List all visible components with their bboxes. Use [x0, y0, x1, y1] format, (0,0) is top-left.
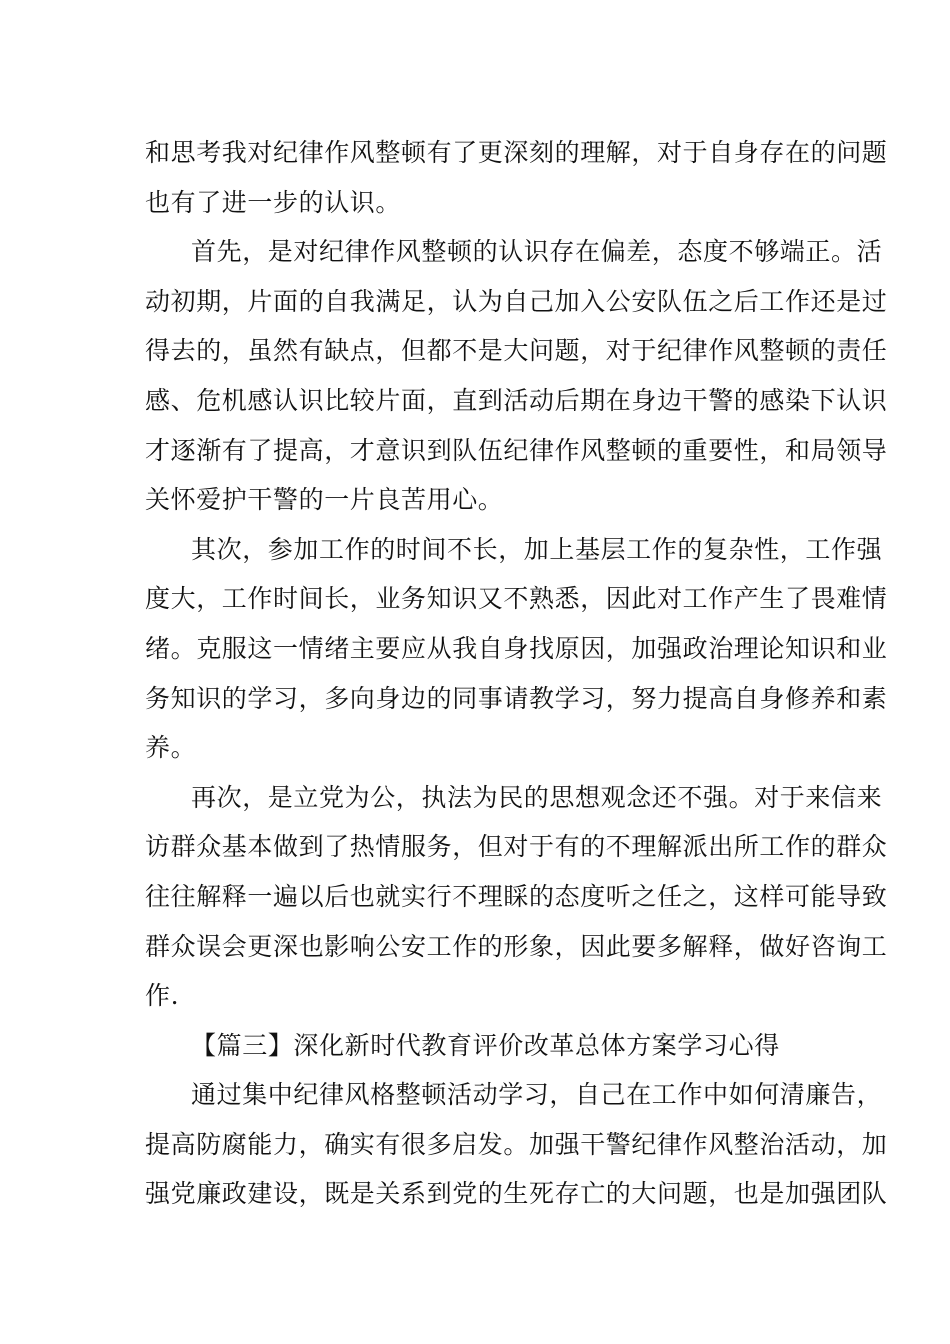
text-line-14: 再次，是立党为公，执法为民的思想观念还不强。对于来信来 [191, 782, 883, 812]
text-line-1: 和思考我对纪律作风整顿有了更深刻的理解，对于自身存在的问题 [145, 138, 888, 167]
text-line-16: 往往解释一遍以后也就实行不理睬的态度听之任之，这样可能导致 [145, 881, 888, 911]
text-line-21: 提高防腐能力，确实有很多启发。加强干警纪律作风整治活动，加 [145, 1129, 888, 1159]
text-line-9: 其次，参加工作的时间不长，加上基层工作的复杂性，工作强 [191, 534, 883, 564]
text-line-17: 群众误会更深也影响公安工作的形象，因此要多解释，做好咨询工 [145, 931, 888, 961]
text-line-20: 通过集中纪律风格整顿活动学习，自己在工作中如何清廉告， [191, 1080, 883, 1110]
section-heading: 【篇三】深化新时代教育评价改革总体方案学习心得 [191, 1030, 780, 1060]
text-line-7: 才逐渐有了提高，才意识到队伍纪律作风整顿的重要性，和局领导 [145, 435, 888, 465]
text-line-15: 访群众基本做到了热情服务，但对于有的不理解派出所工作的群众 [145, 832, 888, 862]
text-line-12: 务知识的学习，多向身边的同事请教学习，努力提高自身修养和素 [145, 683, 888, 713]
text-line-3: 首先，是对纪律作风整顿的认识存在偏差，态度不够端正。活 [191, 237, 883, 267]
text-line-10: 度大，工作时间长，业务知识又不熟悉，因此对工作产生了畏难情 [145, 584, 888, 614]
text-line-2: 也有了进一步的认识。 [145, 187, 402, 217]
text-line-13: 养。 [145, 733, 197, 763]
text-line-5: 得去的，虽然有缺点，但都不是大问题，对于纪律作风整顿的责任 [145, 336, 888, 366]
text-line-11: 绪。克服这一情绪主要应从我自身找原因，加强政治理论知识和业 [145, 633, 888, 663]
text-line-6: 感、危机感认识比较片面，直到活动后期在身边干警的感染下认识 [145, 385, 888, 415]
text-line-8: 关怀爱护干警的一片良苦用心。 [145, 485, 504, 515]
text-line-18: 作. [145, 981, 180, 1011]
text-line-4: 动初期，片面的自我满足，认为自己加入公安队伍之后工作还是过 [145, 286, 888, 316]
text-line-22: 强党廉政建设，既是关系到党的生死存亡的大问题，也是加强团队 [145, 1179, 888, 1209]
document-body [145, 128, 888, 1219]
